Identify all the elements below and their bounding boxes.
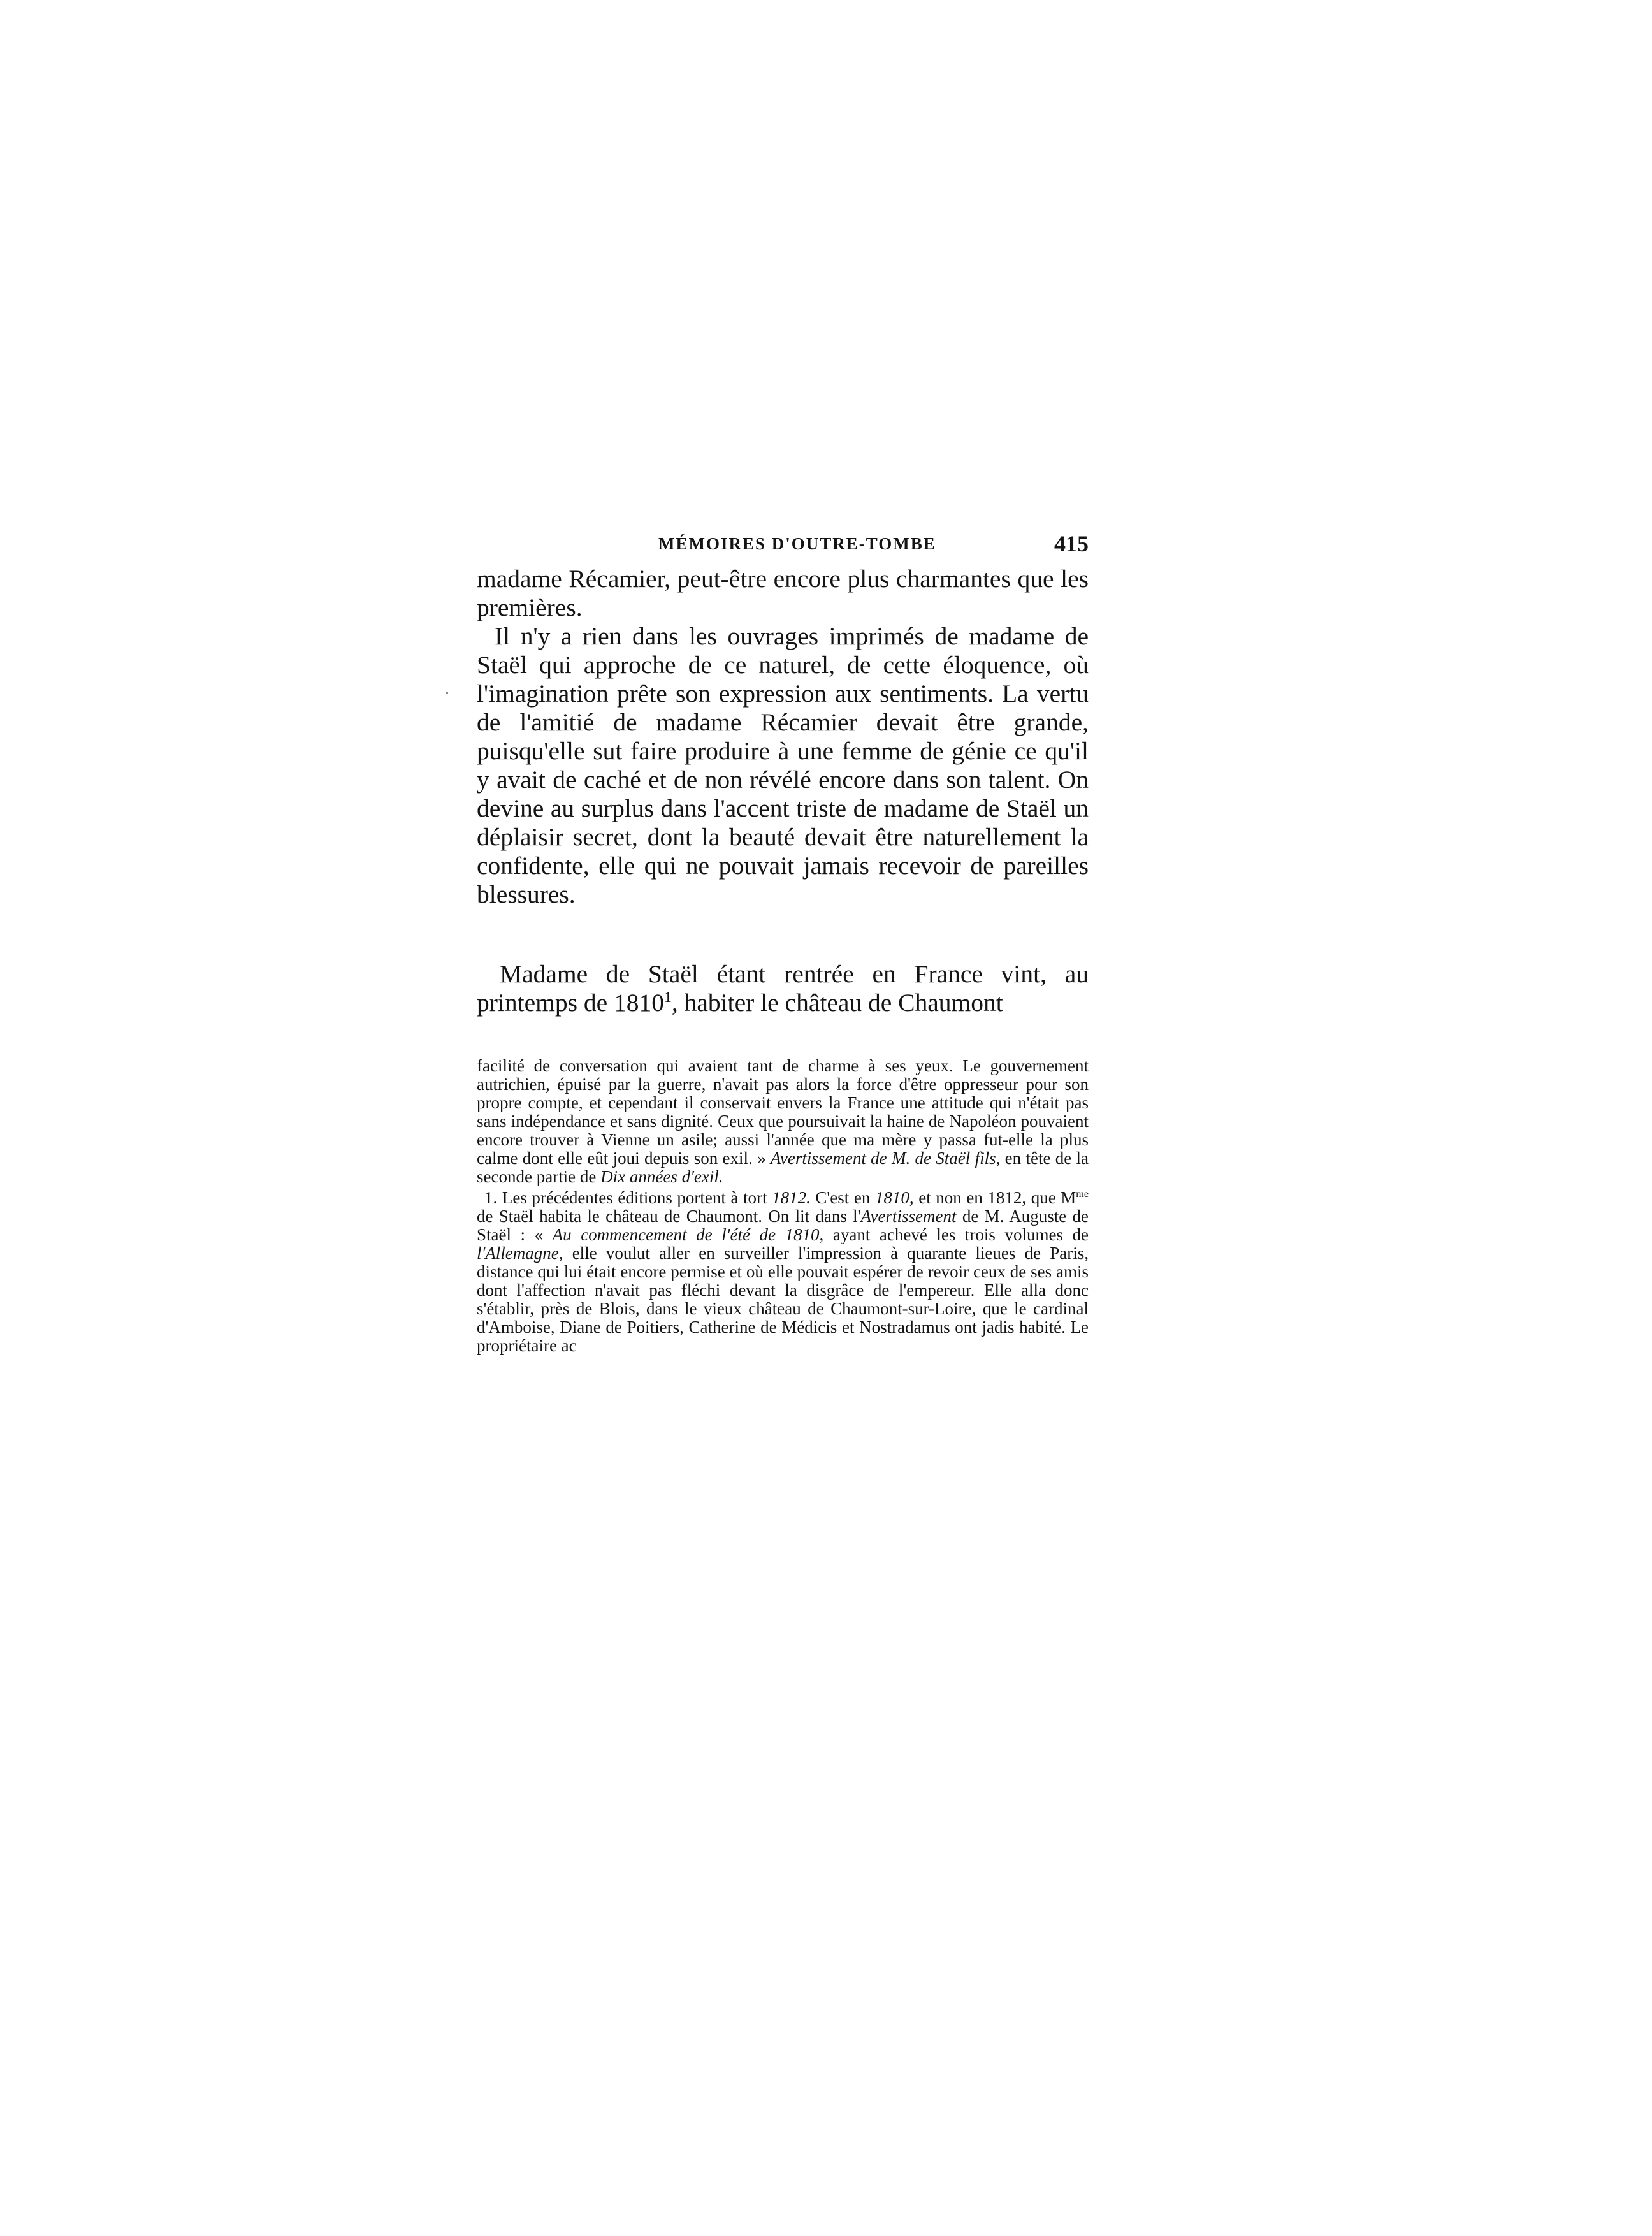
footnote-reference: 1 [664,989,672,1006]
footnote-1-number: 1. [484,1188,498,1207]
running-title: MÉMOIRES D'OUTRE-TOMBE [658,534,936,553]
footnote-1-abbrev: me [1076,1188,1089,1200]
paragraph-stael-writings: Il n'y a rien dans les ouvrages imprimés de madame de Staël qui approche de ce naturel, de cette éloquence, où l'imagination prête son expression aux sentiments. La vertu de l'amitié de madame Récamier devait être grande, puisqu'elle sut faire produire à une femme de génie ce qu'il y avait de caché et de non révélé encore dans son talent. On devine au surplus dans l'accent triste de madame de Staël un déplaisir secret, dont la beauté devait être naturellement la confidente, elle qui ne pouvait jamais recevoir de pareilles blessures. [477,622,1089,908]
paragraph-chaumont-start: Madame de Staël étant rentrée en France vint, au printemps de 1810 [477,960,1089,1017]
running-header [477,528,1089,560]
paragraph-chaumont-end: , habiter le château de Chaumont [671,989,1003,1017]
paragraph-continued: madame Récamier, peut-être encore plus charmantes que les premières. [477,565,1089,621]
footnotes [477,1057,1089,1355]
footnote-1-text-d: de Staël habita le château de Chaumont. On lit dans l' [477,1207,861,1226]
footnote-1-text-a: Les précédentes éditions portent à tort [502,1188,767,1207]
footnote-continued [477,1057,1089,1186]
footnote-continued-source: Avertissement de M. de Staël fils, [770,1149,1001,1168]
footnote-1-text-g: elle voulut aller en surveiller l'impression à quarante lieues de Paris, distance qui lui était encore permise et où elle pouvait espérer de revoir ceux de ses amis dont l'affection n'avait pas fléchi devant la disgrâce de l'empereur. Elle alla donc s'établir, près de Blois, dans le vieux château de Chaumont-sur-Loire, que le cardinal d'Amboise, Diane de Poitiers, Catherine de Médicis et Nostradamus ont jadis habité. Le propriétaire ac [477,1244,1089,1355]
book-page [477,528,1089,1355]
footnote-1-year-a: 1812. [772,1188,811,1207]
footnote-1-text-f: ayant achevé les trois volumes de [832,1225,1089,1244]
footnote-1-avertissement: Avertissement [860,1207,957,1226]
paragraph-chaumont [477,960,1089,1017]
footnote-1 [477,1189,1089,1355]
footnote-continued-text: facilité de conversation qui avaient tant de charme à ses yeux. Le gouvernement autrichien, épuisé par la guerre, n'avait pas alors la force d'être oppresseur pour son propre compte, et cependant il conservait envers la France une attitude qui n'était pas sans indépendance et sans dignité. Ceux que poursuivait la haine de Napoléon pouvaient encore trouver à Vienne un asile; aussi l'année que ma mère y passa fut-elle la plus calme dont elle eût joui depuis son exil. » [477,1056,1089,1168]
footnote-1-text-c: et non en 1812, que M [918,1188,1076,1207]
page-number: 415 [1054,531,1089,556]
footnote-1-quote-italic: Au commencement de l'été de 1810, [552,1225,824,1244]
main-text [477,565,1089,1017]
footnote-1-text-b: C'est en [815,1188,871,1207]
footnote-continued-tail: en tête de la seconde partie de [477,1149,1089,1186]
footnote-1-year-b: 1810, [874,1188,914,1207]
footnote-1-allemagne: l'Allemagne, [477,1244,563,1263]
footnote-1-text-e: de M. Auguste de Staël : « [477,1207,1089,1244]
scan-speck [446,692,448,694]
footnote-continued-title: Dix années d'exil. [600,1167,723,1186]
section-break [477,909,1089,960]
